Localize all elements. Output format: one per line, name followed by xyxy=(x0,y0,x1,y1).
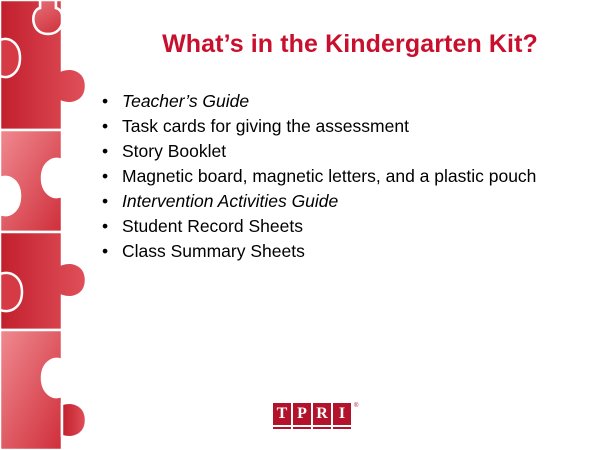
puzzle-piece-6 xyxy=(0,39,20,77)
list-item xyxy=(96,215,566,238)
list-item xyxy=(96,90,566,113)
list-item-text: Story Booklet xyxy=(122,141,227,161)
list-item-text: Intervention Activities Guide xyxy=(122,191,339,211)
list-item-text: Student Record Sheets xyxy=(122,216,303,236)
bullet-dot: • xyxy=(102,216,109,236)
tpri-logo xyxy=(273,403,358,433)
bullet-dot: • xyxy=(102,241,109,261)
puzzle-piece-3 xyxy=(0,130,62,232)
puzzle-piece-8 xyxy=(62,403,86,437)
kit-contents-list xyxy=(96,90,566,265)
slide-title: What’s in the Kindergarten Kit? xyxy=(162,30,538,58)
bullet-dot: • xyxy=(102,116,109,136)
logo-letter-t: T xyxy=(273,403,291,425)
logo-letter-r: R xyxy=(313,403,331,425)
puzzle-border xyxy=(0,0,100,450)
trademark-symbol: ® xyxy=(354,403,359,409)
list-item-text: Teacher’s Guide xyxy=(122,91,250,111)
list-item-text: Task cards for giving the assessment xyxy=(122,116,409,136)
bullet-dot: • xyxy=(102,191,109,211)
list-item xyxy=(96,165,566,188)
list-item xyxy=(96,190,566,213)
list-item-text: Class Summary Sheets xyxy=(122,241,305,261)
logo-letter-p: P xyxy=(293,403,311,425)
bullet-dot: • xyxy=(102,141,109,161)
list-item-text: Magnetic board, magnetic letters, and a plastic pouch xyxy=(122,166,537,186)
list-item xyxy=(96,240,566,263)
logo-letter-i: I xyxy=(333,403,351,425)
list-item xyxy=(96,115,566,138)
bullet-dot: • xyxy=(102,91,109,111)
list-item xyxy=(96,140,566,163)
bullet-dot: • xyxy=(102,166,109,186)
puzzle-piece-5 xyxy=(0,330,62,450)
puzzle-piece-7 xyxy=(0,273,22,311)
